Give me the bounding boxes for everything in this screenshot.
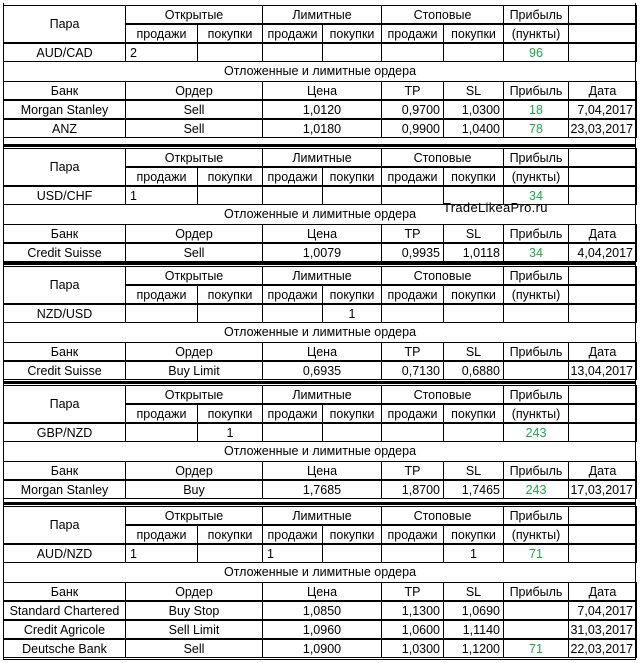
stop-sells-header: продажи (381, 167, 444, 186)
order-bank: Credit Agricole (3, 620, 126, 639)
sl-header: SL (443, 342, 504, 361)
limit-buys-header: покупки (322, 24, 382, 43)
open-buys-header: покупки (197, 404, 263, 423)
order-profit-header: Прибыль (503, 81, 569, 100)
open-header: Открытые (125, 506, 263, 525)
limit-buy-count (322, 186, 382, 205)
bank-header: Банк (3, 582, 126, 601)
order-tp: 1,1300 (381, 601, 444, 620)
empty-cell (568, 423, 637, 442)
empty-cell (568, 544, 637, 563)
order-type: Sell (125, 639, 263, 658)
order-date: 13,04,2017 (568, 361, 637, 380)
stop-sell-count (381, 186, 444, 205)
stop-sell-count (381, 43, 444, 62)
order-sl: 1,0118 (443, 243, 504, 262)
order-sl: 1,1140 (443, 620, 504, 639)
sl-header: SL (443, 582, 504, 601)
open-buys-header: покупки (197, 285, 263, 304)
open-sell-count: 2 (125, 43, 198, 62)
order-price: 1,0120 (262, 100, 382, 119)
stop-header: Стоповые (381, 148, 504, 167)
bank-header: Банк (3, 461, 126, 480)
stop-sells-header: продажи (381, 525, 444, 544)
profit-header: Прибыль (503, 266, 569, 285)
stop-buy-count (443, 43, 504, 62)
order-sl: 1,1200 (443, 639, 504, 658)
open-sells-header: продажи (125, 285, 198, 304)
open-buy-count: 1 (197, 423, 263, 442)
stop-sell-count (381, 544, 444, 563)
limit-buys-header: покупки (322, 167, 382, 186)
order-profit-header: Прибыль (503, 342, 569, 361)
order-profit: 243 (503, 480, 569, 499)
date-header: Дата (568, 81, 637, 100)
pair-name: GBP/NZD (3, 423, 126, 442)
order-date: 4,04,2017 (568, 243, 637, 262)
limit-header: Лимитные (262, 266, 382, 285)
limit-sells-header: продажи (262, 285, 323, 304)
tp-header: TP (381, 582, 444, 601)
pending-orders-title: Отложенные и лимитные ордера (223, 565, 417, 579)
pending-orders-title: Отложенные и лимитные ордера (223, 207, 417, 221)
open-header: Открытые (125, 385, 263, 404)
order-bank: Standard Chartered (3, 601, 126, 620)
profit-points-header: (пункты) (503, 167, 569, 186)
pair-header: Пара (3, 148, 126, 186)
empty-cell (568, 167, 637, 186)
limit-sells-header: продажи (262, 525, 323, 544)
order-price: 1,0960 (262, 620, 382, 639)
order-price: 1,0079 (262, 243, 382, 262)
profit-points-header: (пункты) (503, 285, 569, 304)
date-header: Дата (568, 224, 637, 243)
pending-orders-title: Отложенные и лимитные ордера (223, 64, 417, 78)
open-sell-count (125, 304, 198, 323)
limit-sells-header: продажи (262, 167, 323, 186)
profit-points-header: (пункты) (503, 24, 569, 43)
order-date: 22,03,2017 (568, 639, 637, 658)
stop-header: Стоповые (381, 266, 504, 285)
pair-profit (503, 304, 569, 323)
sl-header: SL (443, 224, 504, 243)
order-sl: 1,0690 (443, 601, 504, 620)
order-header: Ордер (125, 461, 263, 480)
stop-buy-count (443, 423, 504, 442)
order-sl: 1,7465 (443, 480, 504, 499)
limit-sells-header: продажи (262, 24, 323, 43)
pair-header: Пара (3, 5, 126, 43)
order-tp: 1,8700 (381, 480, 444, 499)
pending-orders-title: Отложенные и лимитные ордера (223, 325, 417, 339)
limit-buys-header: покупки (322, 525, 382, 544)
order-sl: 1,0400 (443, 119, 504, 138)
profit-header: Прибыль (503, 506, 569, 525)
stop-buys-header: покупки (443, 525, 504, 544)
price-header: Цена (262, 461, 382, 480)
empty-cell (568, 506, 637, 525)
pair-name: AUD/CAD (3, 43, 126, 62)
empty-cell (568, 24, 637, 43)
open-buy-count (197, 43, 263, 62)
profit-points-header: (пункты) (503, 525, 569, 544)
order-header: Ордер (125, 224, 263, 243)
order-bank: Morgan Stanley (3, 480, 126, 499)
stop-header: Стоповые (381, 385, 504, 404)
order-tp: 0,7130 (381, 361, 444, 380)
order-type: Sell (125, 100, 263, 119)
open-sells-header: продажи (125, 525, 198, 544)
stop-buy-count (443, 304, 504, 323)
order-profit-header: Прибыль (503, 582, 569, 601)
order-profit-header: Прибыль (503, 224, 569, 243)
empty-cell (568, 148, 637, 167)
price-header: Цена (262, 582, 382, 601)
order-type: Sell Limit (125, 620, 263, 639)
order-tp: 0,9700 (381, 100, 444, 119)
open-sell-count: 1 (125, 186, 198, 205)
pair-name: USD/CHF (3, 186, 126, 205)
stop-buys-header: покупки (443, 285, 504, 304)
bank-header: Банк (3, 81, 126, 100)
order-tp: 1,0600 (381, 620, 444, 639)
order-date: 7,04,2017 (568, 601, 637, 620)
order-price: 1,0850 (262, 601, 382, 620)
profit-header: Прибыль (503, 5, 569, 24)
pair-profit: 243 (503, 423, 569, 442)
stop-sells-header: продажи (381, 24, 444, 43)
limit-buy-count: 1 (322, 304, 382, 323)
order-profit: 71 (503, 639, 569, 658)
empty-cell (568, 404, 637, 423)
open-sell-count: 1 (125, 544, 198, 563)
block-divider (3, 262, 636, 265)
pair-name: NZD/USD (3, 304, 126, 323)
open-header: Открытые (125, 266, 263, 285)
empty-cell (568, 186, 637, 205)
pair-profit: 34 (503, 186, 569, 205)
open-header: Открытые (125, 5, 263, 24)
stop-sell-count (381, 304, 444, 323)
limit-sell-count (262, 186, 323, 205)
order-profit: 78 (503, 119, 569, 138)
open-buy-count (197, 544, 263, 563)
order-date: 31,03,2017 (568, 620, 637, 639)
limit-sell-count (262, 423, 323, 442)
date-header: Дата (568, 342, 637, 361)
empty-cell (568, 304, 637, 323)
limit-buy-count (322, 43, 382, 62)
profit-header: Прибыль (503, 148, 569, 167)
pair-header: Пара (3, 385, 126, 423)
order-price: 1,7685 (262, 480, 382, 499)
stop-sell-count (381, 423, 444, 442)
limit-sell-count (262, 43, 323, 62)
price-header: Цена (262, 81, 382, 100)
order-header: Ордер (125, 342, 263, 361)
date-header: Дата (568, 582, 637, 601)
open-sells-header: продажи (125, 24, 198, 43)
block-divider (3, 144, 636, 147)
block-divider (3, 502, 636, 505)
empty-cell (568, 385, 637, 404)
order-header: Ордер (125, 582, 263, 601)
pair-profit: 96 (503, 43, 569, 62)
order-sl: 1,0300 (443, 100, 504, 119)
order-price: 1,0180 (262, 119, 382, 138)
order-date: 7,04,2017 (568, 100, 637, 119)
open-buy-count (197, 304, 263, 323)
open-sells-header: продажи (125, 167, 198, 186)
order-price: 0,6935 (262, 361, 382, 380)
sl-header: SL (443, 81, 504, 100)
profit-header: Прибыль (503, 385, 569, 404)
limit-header: Лимитные (262, 5, 382, 24)
watermark-text: TradeLikeaPro.ru (443, 200, 548, 215)
order-bank: Deutsche Bank (3, 639, 126, 658)
order-date: 17,03,2017 (568, 480, 637, 499)
tp-header: TP (381, 81, 444, 100)
empty-cell (568, 266, 637, 285)
stop-buy-count: 1 (443, 544, 504, 563)
order-price: 1,0900 (262, 639, 382, 658)
stop-sells-header: продажи (381, 285, 444, 304)
limit-header: Лимитные (262, 148, 382, 167)
limit-header: Лимитные (262, 506, 382, 525)
order-bank: Morgan Stanley (3, 100, 126, 119)
stop-header: Стоповые (381, 506, 504, 525)
order-tp: 0,9935 (381, 243, 444, 262)
order-sl: 0,6880 (443, 361, 504, 380)
limit-buy-count (322, 544, 382, 563)
stop-sells-header: продажи (381, 404, 444, 423)
order-type: Buy Limit (125, 361, 263, 380)
block-divider (3, 381, 636, 384)
order-profit: 18 (503, 100, 569, 119)
pair-header: Пара (3, 506, 126, 544)
limit-sell-count: 1 (262, 544, 323, 563)
empty-cell (568, 525, 637, 544)
open-sell-count (125, 423, 198, 442)
empty-cell (568, 285, 637, 304)
open-sells-header: продажи (125, 404, 198, 423)
date-header: Дата (568, 461, 637, 480)
order-bank: Credit Suisse (3, 361, 126, 380)
stop-header: Стоповые (381, 5, 504, 24)
pair-name: AUD/NZD (3, 544, 126, 563)
open-buys-header: покупки (197, 24, 263, 43)
stop-buys-header: покупки (443, 24, 504, 43)
profit-points-header: (пункты) (503, 404, 569, 423)
order-bank: Credit Suisse (3, 243, 126, 262)
pair-profit: 71 (503, 544, 569, 563)
empty-cell (568, 5, 637, 24)
order-profit (503, 601, 569, 620)
price-header: Цена (262, 224, 382, 243)
order-type: Sell (125, 243, 263, 262)
limit-header: Лимитные (262, 385, 382, 404)
order-profit: 34 (503, 243, 569, 262)
open-buys-header: покупки (197, 525, 263, 544)
pair-header: Пара (3, 266, 126, 304)
bank-header: Банк (3, 224, 126, 243)
limit-sells-header: продажи (262, 404, 323, 423)
limit-sell-count (262, 304, 323, 323)
open-buys-header: покупки (197, 167, 263, 186)
stop-buys-header: покупки (443, 167, 504, 186)
sl-header: SL (443, 461, 504, 480)
order-tp: 0,9900 (381, 119, 444, 138)
order-tp: 1,0300 (381, 639, 444, 658)
order-profit-header: Прибыль (503, 461, 569, 480)
stop-buys-header: покупки (443, 404, 504, 423)
open-header: Открытые (125, 148, 263, 167)
bank-header: Банк (3, 342, 126, 361)
limit-buy-count (322, 423, 382, 442)
order-profit (503, 620, 569, 639)
order-date: 23,03,2017 (568, 119, 637, 138)
tp-header: TP (381, 224, 444, 243)
order-header: Ордер (125, 81, 263, 100)
open-buy-count (197, 186, 263, 205)
limit-buys-header: покупки (322, 285, 382, 304)
price-header: Цена (262, 342, 382, 361)
order-profit (503, 361, 569, 380)
order-type: Sell (125, 119, 263, 138)
order-type: Buy (125, 480, 263, 499)
pending-orders-title: Отложенные и лимитные ордера (223, 444, 417, 458)
tp-header: TP (381, 461, 444, 480)
empty-cell (568, 43, 637, 62)
order-type: Buy Stop (125, 601, 263, 620)
order-bank: ANZ (3, 119, 126, 138)
limit-buys-header: покупки (322, 404, 382, 423)
tp-header: TP (381, 342, 444, 361)
